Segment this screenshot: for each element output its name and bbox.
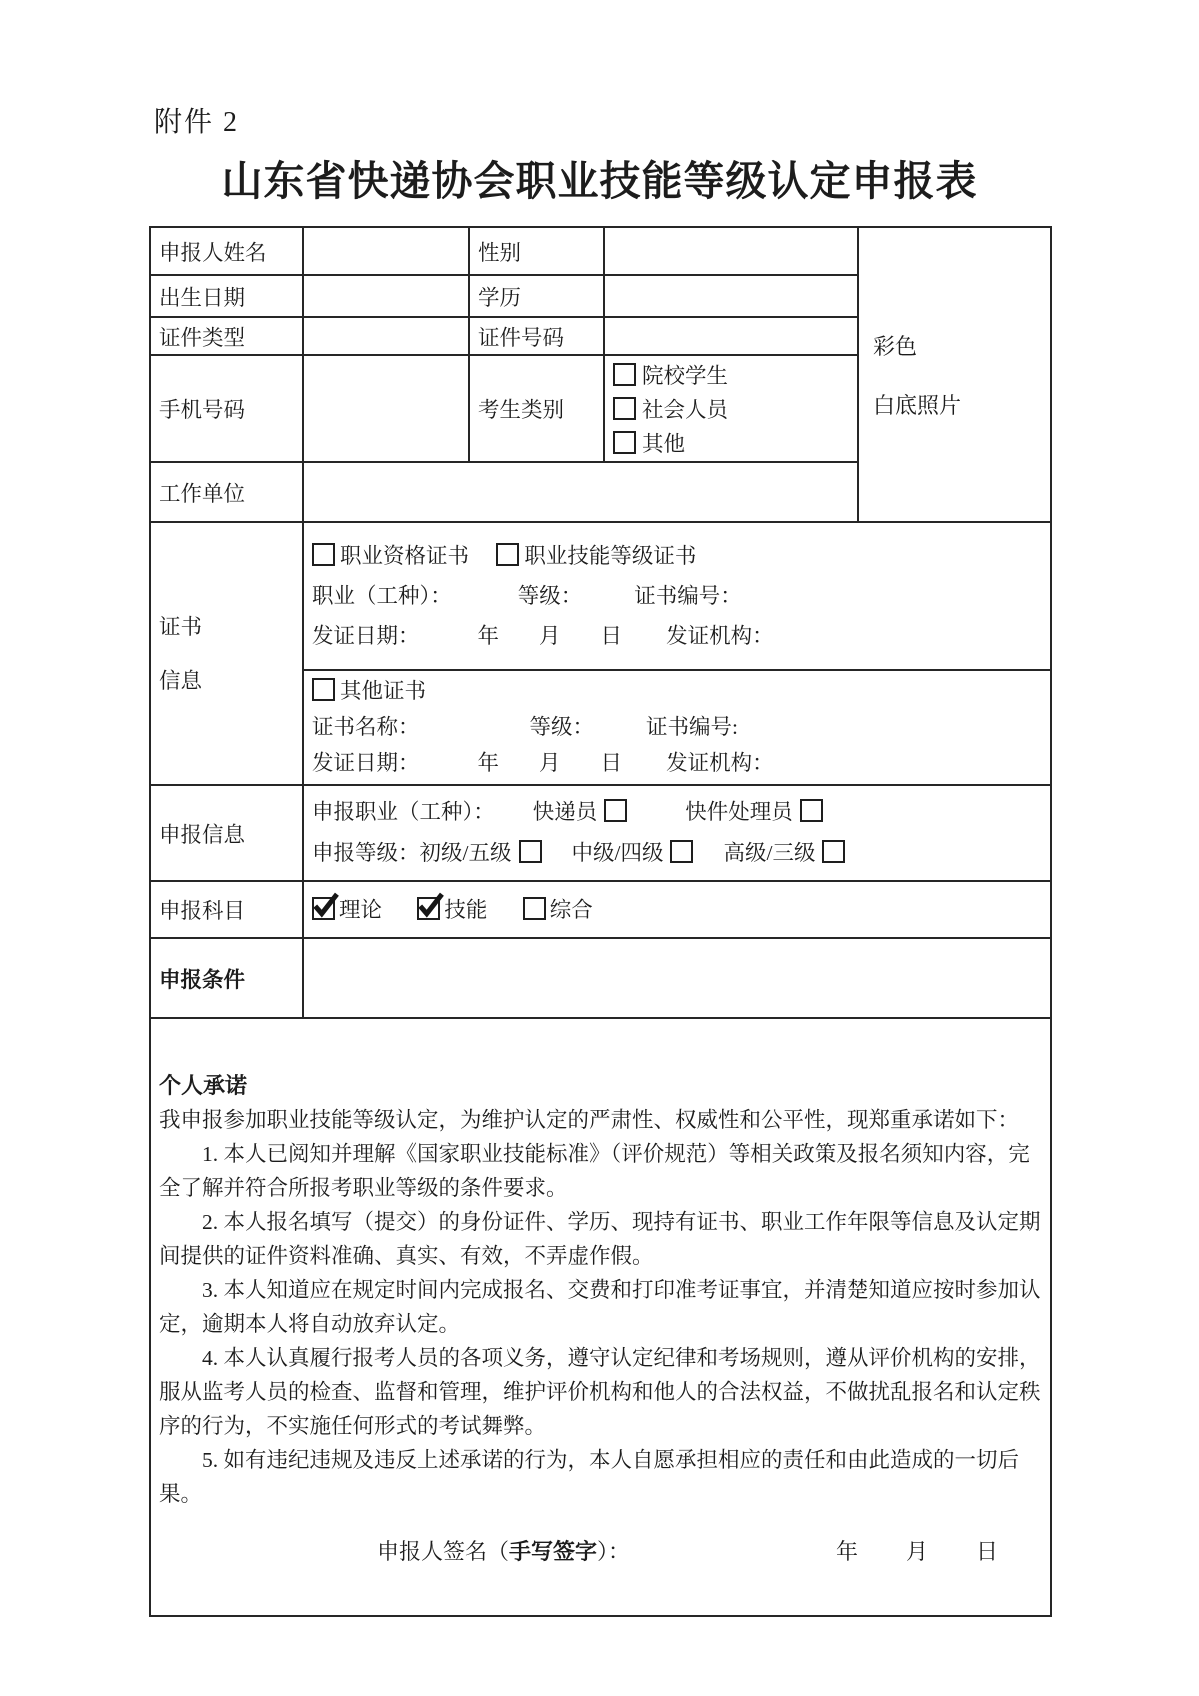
conditions-input-cell[interactable] (303, 938, 1051, 1018)
other-cert-number-label: 证书编号: (646, 715, 739, 739)
other-cert-issue-date-label: 发证日期： (312, 751, 420, 775)
commitment-item-5: 5. 如有违纪违规及违反上述承诺的行为，本人自愿承担相应的责任和由此造成的一切后果。 (159, 1447, 1020, 1506)
subjects-label: 申报科目 (150, 881, 303, 938)
cert-occupation-label: 职业（工种）： (312, 583, 452, 608)
occupation-courier-label: 快递员 (532, 800, 598, 824)
signature-label (377, 1535, 630, 1566)
education-label: 学历 (469, 275, 604, 317)
applicant-name-input-cell[interactable] (303, 227, 469, 275)
examinee-option-other-label: 其他 (642, 432, 686, 456)
commitment-item-4: 4. 本人认真履行报考人员的各项义务，遵守认定纪律和考场规则，遵从评价机构的安排，服从监考人员的检查、监督和管理，维护评价机构和他人的合法权益，不做扰乱报名和认定秩序的行为，不实施任何形式的考试舞弊。 (159, 1345, 1041, 1438)
commitment-item-3: 3. 本人知道应在规定时间内完成报名、交费和打印准考证事宜，并清楚知道应按时参加认定，逾期本人将自动放弃认定。 (159, 1277, 1041, 1336)
signature-date (788, 1535, 998, 1566)
signature-prefix: 申报人签名（ (377, 1538, 510, 1564)
checkbox-unchecked-icon[interactable] (312, 543, 335, 566)
cert-issuer-label: 发证机构： (666, 623, 774, 648)
subjects-cell (303, 881, 1051, 938)
other-cert-year-label: 年 (477, 751, 500, 775)
subject-theory[interactable] (312, 893, 382, 924)
apply-level-label: 申报等级： (312, 841, 420, 865)
signature-suffix: ）： (597, 1538, 631, 1564)
other-cert-day-label: 日 (600, 751, 623, 775)
cert-month-label: 月 (539, 623, 561, 648)
checkbox-unchecked-icon[interactable] (613, 363, 636, 386)
checkbox-unchecked-icon[interactable] (670, 840, 693, 863)
occupation-handler[interactable] (685, 800, 823, 824)
photo-box-line1: 彩色 (873, 333, 918, 359)
other-cert-month-label: 月 (539, 751, 561, 775)
checkbox-checked-icon[interactable] (312, 897, 335, 920)
mobile-label: 手机号码 (150, 355, 303, 462)
subject-comprehensive[interactable] (523, 893, 593, 924)
level-intermediate-label: 中级/四级 (571, 841, 664, 865)
examinee-option-social[interactable] (613, 393, 849, 424)
certificate-other-cell (303, 670, 1051, 785)
application-info-label: 申报信息 (150, 785, 303, 881)
checkbox-unchecked-icon[interactable] (312, 678, 335, 701)
gender-label: 性别 (469, 227, 604, 275)
other-cert-level-label: 等级： (529, 715, 595, 739)
subject-skill-label: 技能 (444, 898, 488, 922)
certificate-info-label (150, 522, 303, 785)
checkbox-unchecked-icon[interactable] (604, 799, 627, 822)
cert-issue-date-label: 发证日期： (312, 623, 420, 648)
education-input-cell[interactable] (604, 275, 858, 317)
vocational-qualification-cert-label: 职业资格证书 (340, 543, 470, 568)
commitment-section (150, 1018, 1051, 1616)
checkbox-unchecked-icon[interactable] (800, 799, 823, 822)
checkbox-unchecked-icon[interactable] (519, 840, 542, 863)
level-junior-label: 初级/五级 (419, 841, 512, 865)
examinee-option-student-label: 院校学生 (642, 364, 729, 388)
id-number-label: 证件号码 (469, 317, 604, 355)
gender-input-cell[interactable] (604, 227, 858, 275)
id-number-input-cell[interactable] (604, 317, 858, 355)
work-unit-label: 工作单位 (150, 462, 303, 522)
commitment-heading: 个人承诺 (159, 1072, 248, 1098)
level-senior[interactable] (723, 841, 845, 865)
signature-line (159, 1535, 1042, 1566)
examinee-option-social-label: 社会人员 (642, 398, 729, 422)
cert-day-label: 日 (600, 623, 623, 648)
certificate-label-line2: 信息 (159, 668, 203, 693)
conditions-label: 申报条件 (150, 938, 303, 1018)
birth-date-label: 出生日期 (150, 275, 303, 317)
photo-box (858, 227, 1051, 522)
occupation-handler-label: 快件处理员 (685, 800, 793, 824)
checkbox-unchecked-icon[interactable] (496, 543, 519, 566)
commitment-item-1: 1. 本人已阅知并理解《国家职业技能标准》（评价规范）等相关政策及报名须知内容，完全了解并符合所报考职业等级的条件要求。 (159, 1141, 1030, 1200)
signature-day-label: 日 (975, 1538, 998, 1564)
photo-box-line2: 白底照片 (873, 392, 962, 418)
cert-number-label: 证书编号： (634, 583, 742, 608)
level-intermediate[interactable] (572, 841, 694, 865)
signature-bold-label: 手写签字 (509, 1538, 598, 1564)
other-cert-name-label: 证书名称： (312, 715, 420, 739)
id-type-label: 证件类型 (150, 317, 303, 355)
commitment-intro: 我申报参加职业技能等级认定，为维护认定的严肃性、权威性和公平性，现郑重承诺如下： (159, 1107, 1020, 1132)
apply-occupation-label: 申报职业（工种）： (312, 800, 495, 824)
id-type-input-cell[interactable] (303, 317, 469, 355)
examinee-option-other[interactable] (613, 427, 849, 458)
checkbox-unchecked-icon[interactable] (613, 397, 636, 420)
checkbox-unchecked-icon[interactable] (613, 431, 636, 454)
skill-level-cert-label: 职业技能等级证书 (524, 543, 697, 568)
subject-theory-label: 理论 (339, 898, 383, 922)
occupation-courier[interactable] (533, 800, 628, 824)
signature-month-label: 月 (905, 1538, 928, 1564)
cert-year-label: 年 (477, 623, 500, 648)
checkbox-unchecked-icon[interactable] (822, 840, 845, 863)
cert-level-label: 等级： (517, 583, 583, 608)
checkbox-unchecked-icon[interactable] (523, 897, 546, 920)
application-info-cell (303, 785, 1051, 881)
other-cert-label: 其他证书 (340, 679, 427, 703)
certificate-label-line1: 证书 (159, 614, 203, 639)
level-junior[interactable] (420, 841, 542, 865)
examinee-option-student[interactable] (613, 359, 849, 390)
mobile-input-cell[interactable] (303, 355, 469, 462)
attachment-label: 附件 2 (154, 107, 240, 138)
application-form-table (149, 226, 1052, 1617)
level-senior-label: 高级/三级 (723, 841, 816, 865)
birth-date-input-cell[interactable] (303, 275, 469, 317)
subject-skill[interactable] (417, 893, 487, 924)
certificate-vocational-cell (303, 522, 1051, 670)
examinee-type-label: 考生类别 (469, 355, 604, 462)
subject-comprehensive-label: 综合 (549, 898, 593, 922)
applicant-name-label: 申报人姓名 (150, 227, 303, 275)
signature-year-label: 年 (835, 1538, 858, 1564)
examinee-type-options (604, 355, 858, 462)
page-title: 山东省快递协会职业技能等级认定申报表 (221, 158, 978, 204)
checkbox-checked-icon[interactable] (417, 897, 440, 920)
commitment-item-2: 2. 本人报名填写（提交）的身份证件、学历、现持有证书、职业工作年限等信息及认定期间提供的证件资料准确、真实、有效，不弄虚作假。 (159, 1209, 1041, 1268)
work-unit-input-cell[interactable] (303, 462, 858, 522)
other-cert-issuer-label: 发证机构： (666, 751, 774, 775)
